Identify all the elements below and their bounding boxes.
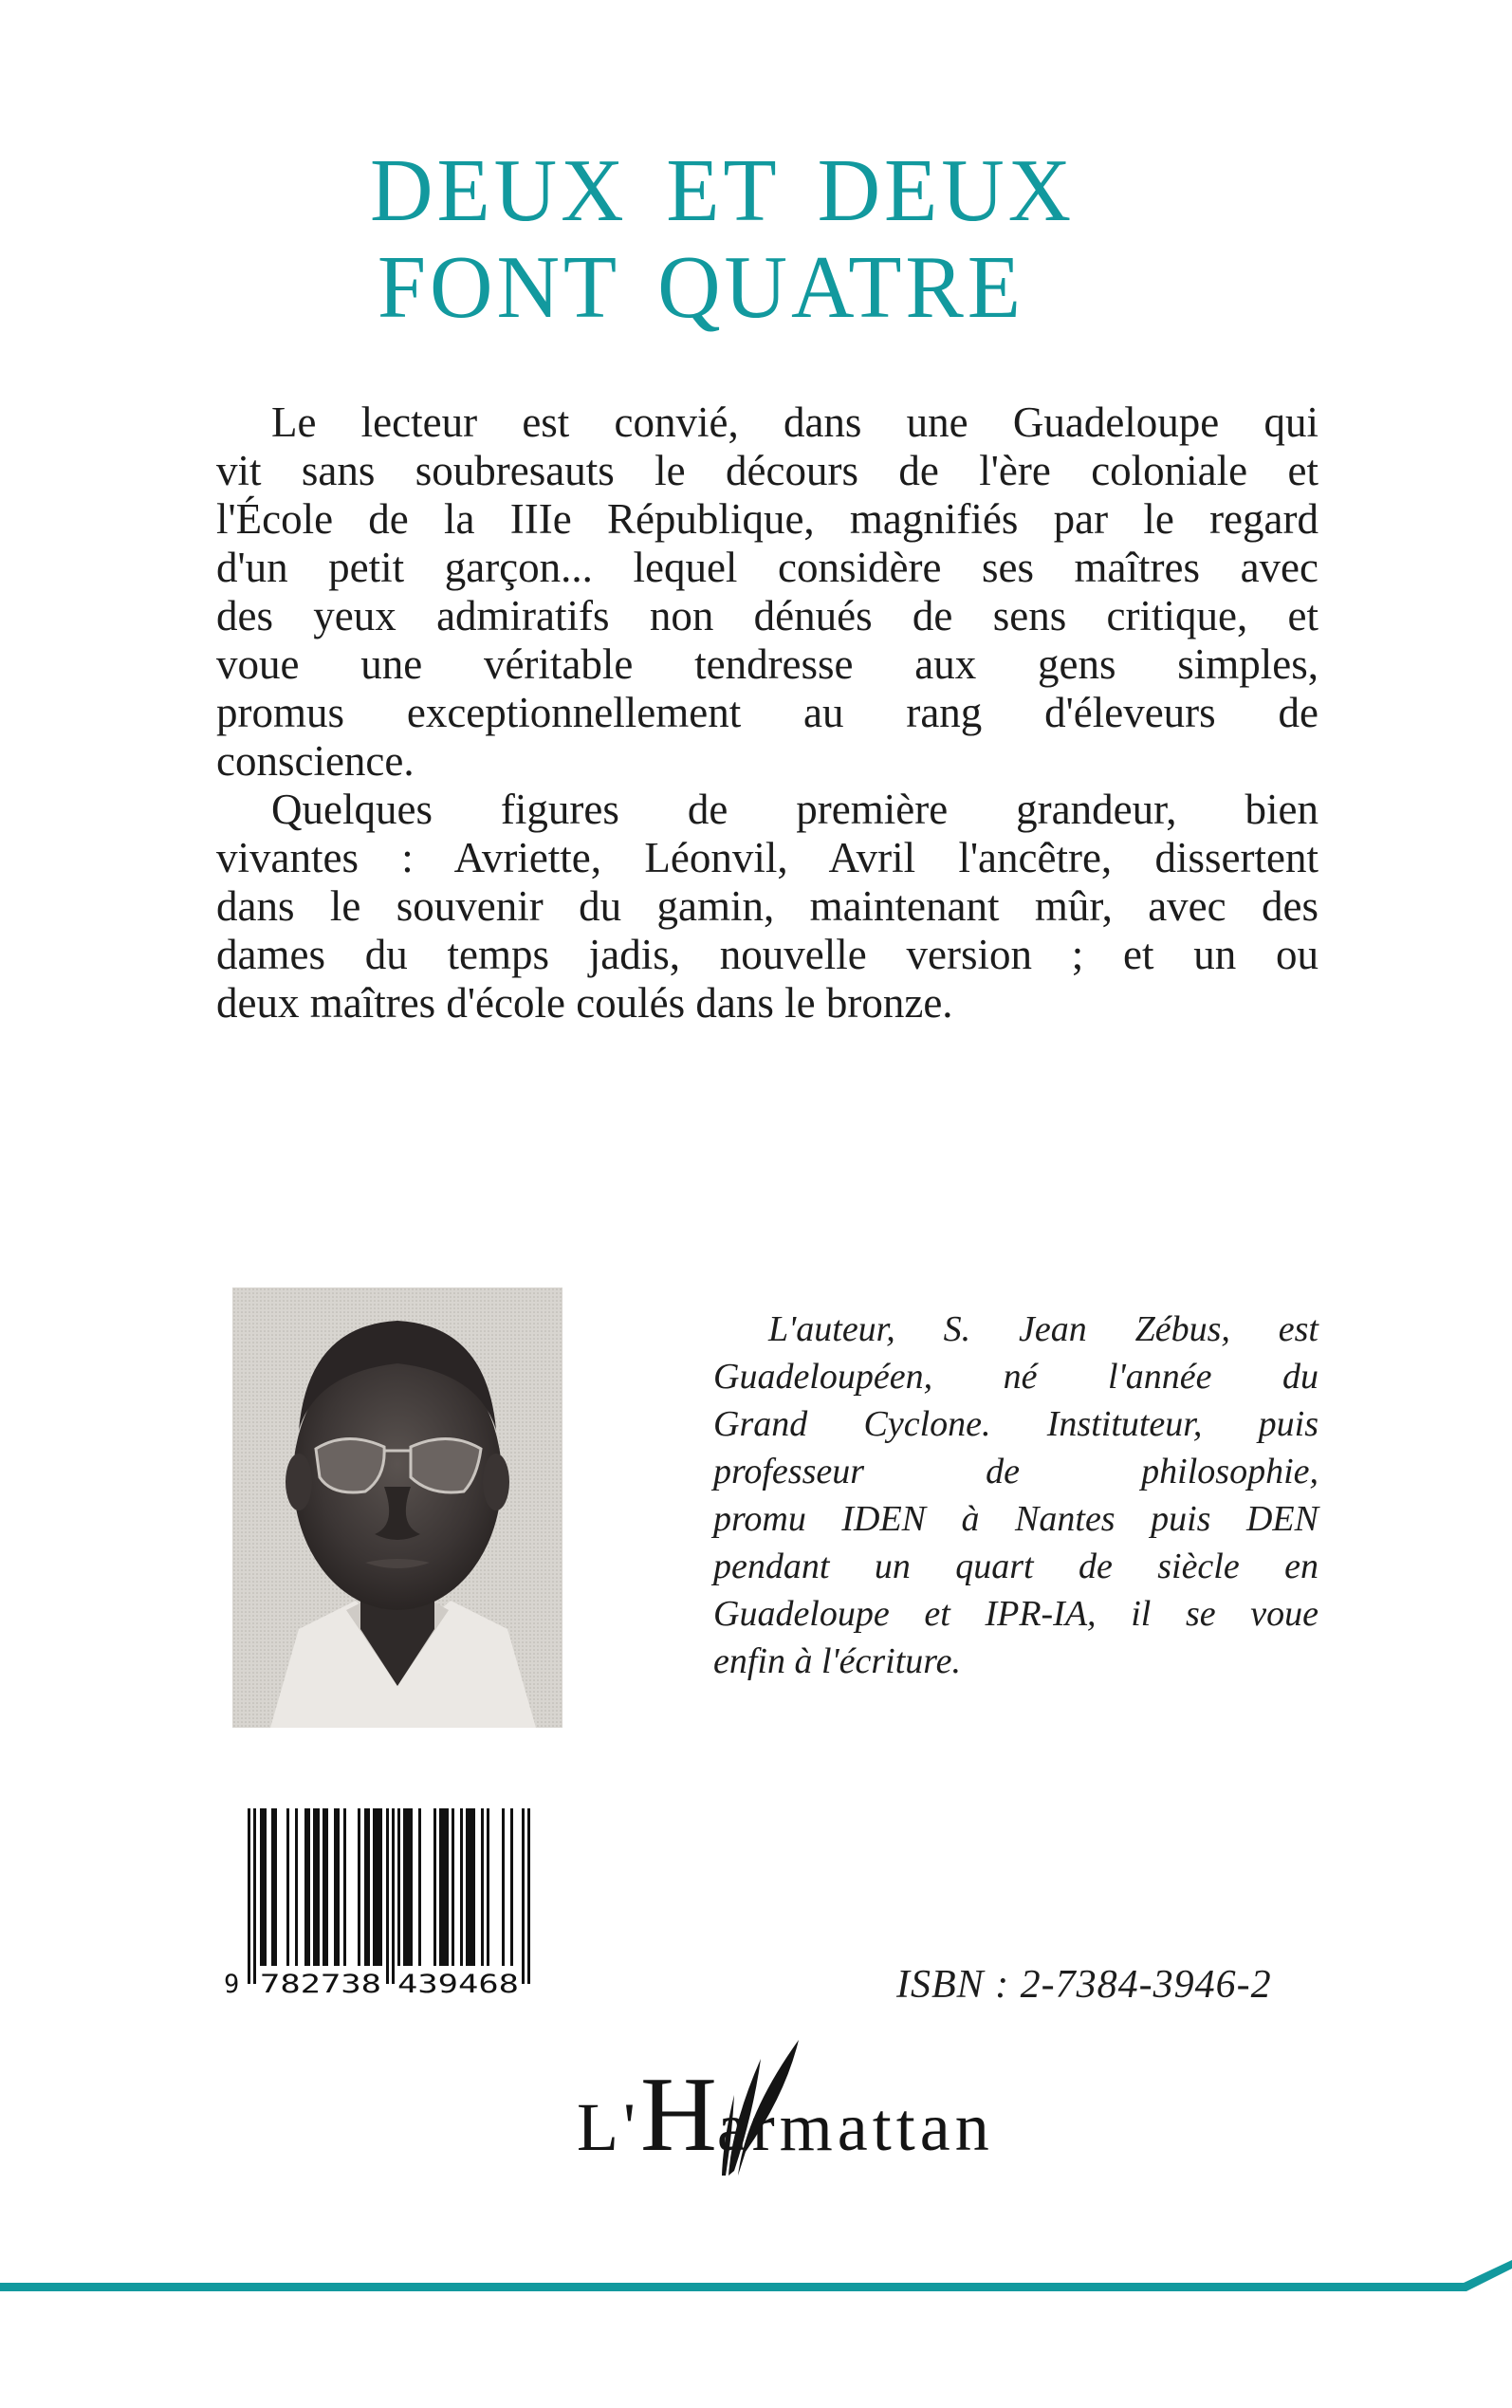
blurb-line: des yeux admiratifs non dénués de sens critique, et	[216, 592, 1318, 639]
barcode-digits-right: 439468	[397, 1970, 519, 1999]
blurb-line: Le lecteur est convié, dans une Guadeloupe qui	[271, 398, 1318, 446]
bio-line: pendant un quart de siècle en	[713, 1547, 1318, 1586]
bio-line: L'auteur, S. Jean Zébus, est	[768, 1309, 1318, 1349]
blurb-line: dames du temps jadis, nouvelle version ; et un ou	[216, 931, 1318, 978]
barcode-digits-left: 782738	[260, 1970, 381, 1999]
blurb-line: deux maîtres d'école coulés dans le bronze.	[216, 979, 953, 1027]
portrait-icon	[232, 1287, 562, 1728]
publisher-name	[577, 2054, 994, 2176]
bio-line: professeur de philosophie,	[713, 1452, 1318, 1491]
author-photo	[232, 1287, 562, 1728]
back-cover-blurb	[216, 398, 1318, 1028]
blurb-line: Quelques figures de première grandeur, bien	[271, 786, 1318, 833]
blurb-line: dans le souvenir du gamin, maintenant mûr, avec des	[216, 882, 1318, 930]
blurb-line: vivantes : Avriette, Léonvil, Avril l'ancêtre, dissertent	[216, 834, 1318, 881]
publisher-logo	[577, 2038, 994, 2190]
blurb-line: voue une véritable tendresse aux gens simples,	[216, 640, 1318, 688]
title-line-2: FONT QUATRE	[377, 238, 1024, 337]
publisher-initial: H	[639, 2056, 717, 2174]
blurb-line: vit sans soubresauts le décours de l'ère coloniale et	[216, 447, 1318, 494]
blurb-line: d'un petit garçon... lequel considère ses maîtres avec	[216, 544, 1318, 591]
author-bio	[713, 1306, 1318, 1685]
book-title	[370, 142, 1133, 336]
publisher-prefix: L'	[577, 2089, 640, 2165]
isbn-number: ISBN : 2-7384-3946-2	[896, 1963, 1272, 2007]
barcode-digit-first: 9	[224, 1970, 240, 1999]
blurb-line: promus exceptionnellement au rang d'éleveurs de	[216, 689, 1318, 736]
publisher-rest: armattan	[716, 2089, 994, 2165]
barcode-icon	[220, 1803, 543, 2007]
bio-line: Guadeloupéen, né l'année du	[713, 1357, 1318, 1397]
blurb-line: conscience.	[216, 737, 415, 785]
bio-line: enfin à l'écriture.	[713, 1641, 962, 1681]
isbn-barcode	[220, 1803, 543, 2007]
bottom-rule-divider	[0, 2258, 1512, 2306]
bio-line: Guadeloupe et IPR-IA, il se voue	[713, 1594, 1318, 1634]
bio-line: Grand Cyclone. Instituteur, puis	[713, 1404, 1318, 1444]
blurb-line: l'École de la IIIe République, magnifiés par le regard	[216, 495, 1318, 543]
bio-line: promu IDEN à Nantes puis DEN	[713, 1499, 1318, 1539]
title-line-1: DEUX ET DEUX	[370, 141, 1076, 240]
